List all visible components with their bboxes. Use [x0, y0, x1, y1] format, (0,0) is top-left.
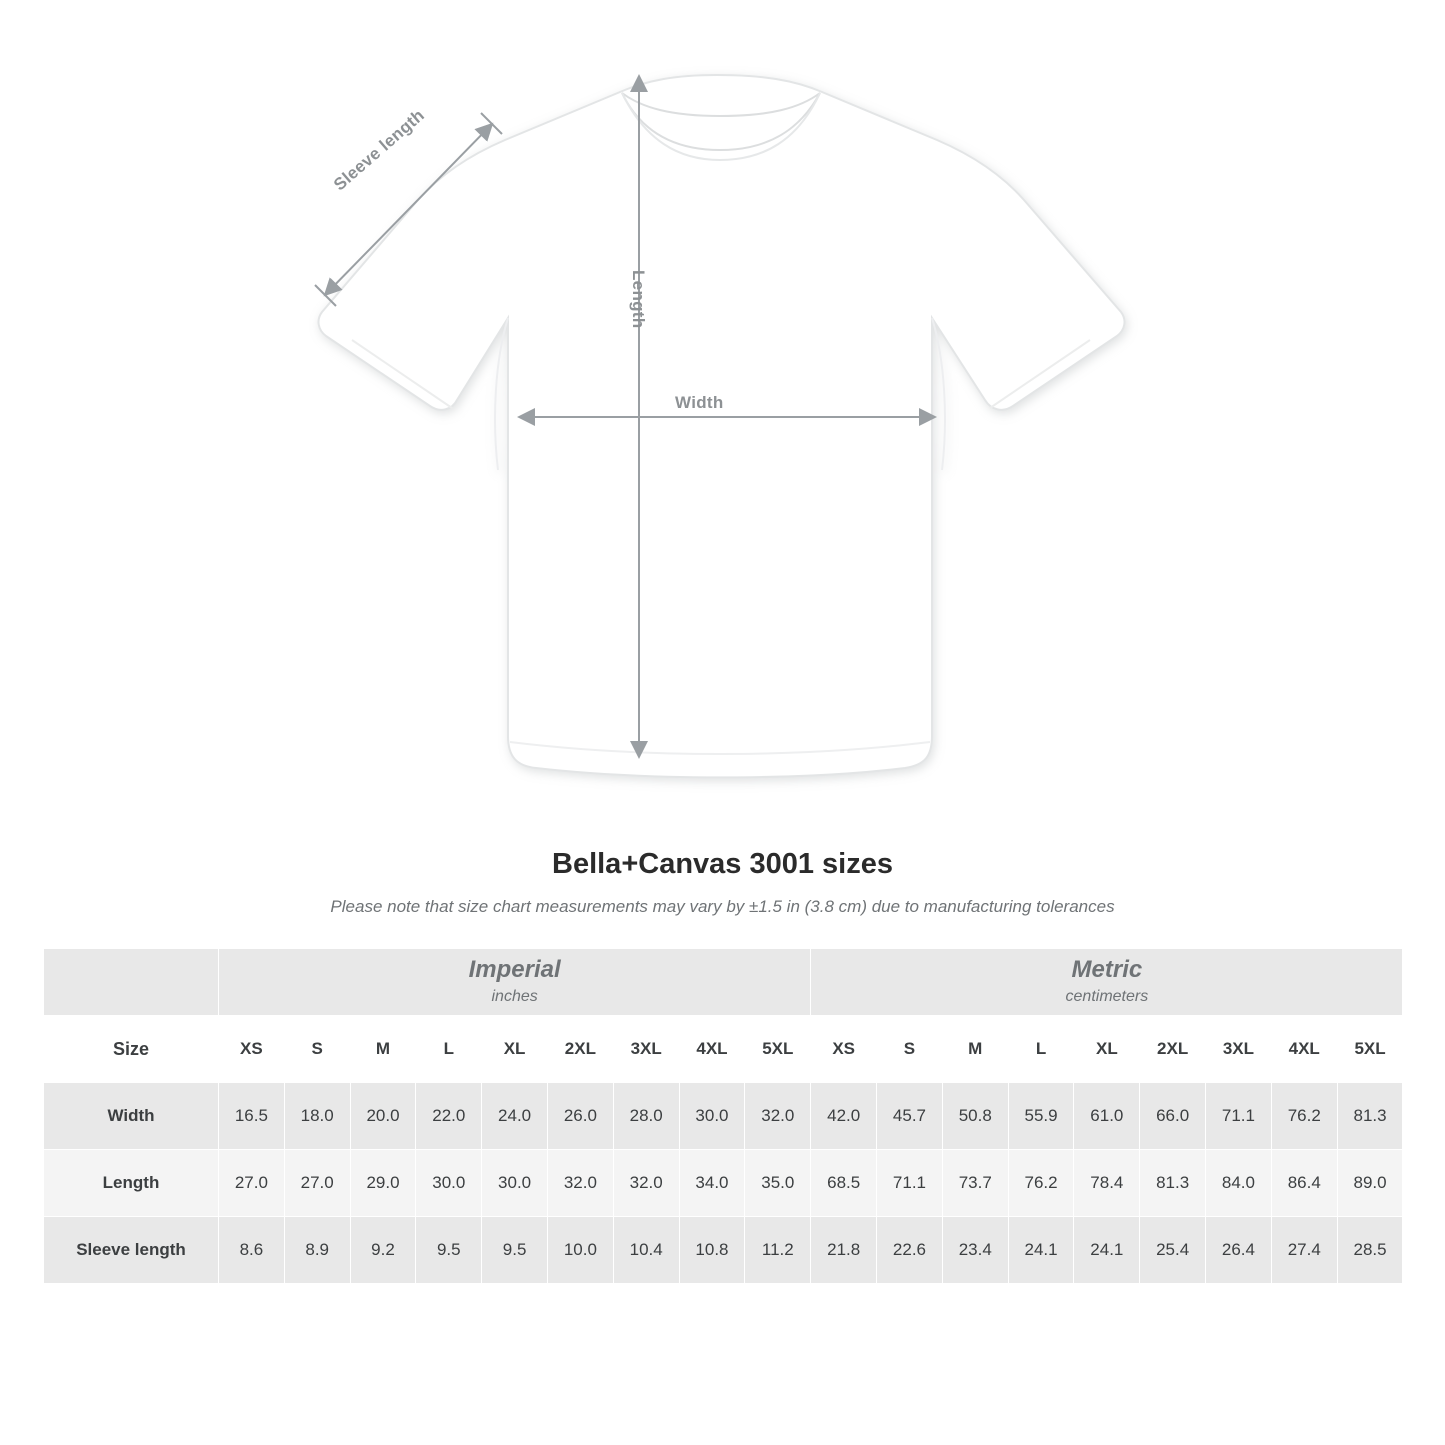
column-header-m-imp: M [350, 1016, 416, 1083]
cell-length-16: 86.4 [1271, 1150, 1337, 1217]
cell-sleeve-16: 27.4 [1271, 1217, 1337, 1284]
cell-width-10: 45.7 [877, 1083, 943, 1150]
column-header-m-met: M [942, 1016, 1008, 1083]
unit-imperial-sub: inches [491, 988, 538, 1005]
cell-width-6: 28.0 [613, 1083, 679, 1150]
size-table [43, 948, 1403, 1284]
cell-length-15: 84.0 [1206, 1150, 1272, 1217]
column-header-3xl-met: 3XL [1206, 1016, 1272, 1083]
cell-length-6: 32.0 [613, 1150, 679, 1217]
cell-sleeve-17: 28.5 [1337, 1217, 1403, 1284]
table-row [44, 1217, 1403, 1284]
column-header-4xl-met: 4XL [1271, 1016, 1337, 1083]
cell-sleeve-5: 10.0 [547, 1217, 613, 1284]
title-block [0, 848, 1445, 917]
tolerance-note: Please note that size chart measurements may vary by ±1.5 in (3.8 cm) due to manufacturing tolerances [330, 897, 1115, 916]
cell-sleeve-12: 24.1 [1008, 1217, 1074, 1284]
cell-width-9: 42.0 [811, 1083, 877, 1150]
cell-length-5: 32.0 [547, 1150, 613, 1217]
tshirt-shape [319, 75, 1125, 777]
unit-head-spacer [44, 949, 219, 1016]
cell-sleeve-3: 9.5 [416, 1217, 482, 1284]
cell-width-1: 18.0 [284, 1083, 350, 1150]
cell-width-13: 61.0 [1074, 1083, 1140, 1150]
cell-sleeve-15: 26.4 [1206, 1217, 1272, 1284]
cell-sleeve-13: 24.1 [1074, 1217, 1140, 1284]
cell-width-12: 55.9 [1008, 1083, 1074, 1150]
size-table-wrapper [43, 948, 1402, 1284]
cell-length-10: 71.1 [877, 1150, 943, 1217]
width-label: Width [675, 393, 724, 412]
unit-imperial-name: Imperial [468, 956, 561, 983]
cell-width-5: 26.0 [547, 1083, 613, 1150]
column-header-s-met: S [877, 1016, 943, 1083]
cell-width-17: 81.3 [1337, 1083, 1403, 1150]
cell-length-17: 89.0 [1337, 1150, 1403, 1217]
cell-width-7: 30.0 [679, 1083, 745, 1150]
cell-length-11: 73.7 [942, 1150, 1008, 1217]
unit-group-imperial [219, 949, 811, 1016]
row-label-sleeve-length: Sleeve length [44, 1217, 219, 1284]
cell-width-16: 76.2 [1271, 1083, 1337, 1150]
cell-sleeve-8: 11.2 [745, 1217, 811, 1284]
cell-sleeve-6: 10.4 [613, 1217, 679, 1284]
cell-length-1: 27.0 [284, 1150, 350, 1217]
column-header-s-imp: S [284, 1016, 350, 1083]
column-header-xs-met: XS [811, 1016, 877, 1083]
cell-sleeve-10: 22.6 [877, 1217, 943, 1284]
cell-sleeve-14: 25.4 [1140, 1217, 1206, 1284]
column-header-l-met: L [1008, 1016, 1074, 1083]
unit-metric-sub: centimeters [1065, 988, 1149, 1005]
cell-width-14: 66.0 [1140, 1083, 1206, 1150]
sleeve-length-label: Sleeve length [330, 105, 429, 195]
cell-length-13: 78.4 [1074, 1150, 1140, 1217]
table-row [44, 1150, 1403, 1217]
unit-metric-name: Metric [1071, 956, 1143, 983]
cell-sleeve-11: 23.4 [942, 1217, 1008, 1284]
cell-sleeve-4: 9.5 [482, 1217, 548, 1284]
cell-length-3: 30.0 [416, 1150, 482, 1217]
table-header-row [44, 1016, 1403, 1083]
unit-group-metric [811, 949, 1403, 1016]
cell-length-8: 35.0 [745, 1150, 811, 1217]
column-header-5xl-imp: 5XL [745, 1016, 811, 1083]
column-header-5xl-met: 5XL [1337, 1016, 1403, 1083]
column-header-size: Size [44, 1016, 219, 1083]
page-title: Bella+Canvas 3001 sizes [552, 848, 893, 880]
cell-width-15: 71.1 [1206, 1083, 1272, 1150]
cell-width-2: 20.0 [350, 1083, 416, 1150]
cell-sleeve-0: 8.6 [219, 1217, 285, 1284]
column-header-2xl-imp: 2XL [547, 1016, 613, 1083]
column-header-xs-imp: XS [219, 1016, 285, 1083]
cell-length-7: 34.0 [679, 1150, 745, 1217]
row-label-length: Length [44, 1150, 219, 1217]
cell-length-9: 68.5 [811, 1150, 877, 1217]
column-header-3xl-imp: 3XL [613, 1016, 679, 1083]
column-header-4xl-imp: 4XL [679, 1016, 745, 1083]
column-header-l-imp: L [416, 1016, 482, 1083]
cell-length-12: 76.2 [1008, 1150, 1074, 1217]
column-header-2xl-met: 2XL [1140, 1016, 1206, 1083]
cell-sleeve-9: 21.8 [811, 1217, 877, 1284]
row-label-width: Width [44, 1083, 219, 1150]
cell-sleeve-2: 9.2 [350, 1217, 416, 1284]
cell-sleeve-7: 10.8 [679, 1217, 745, 1284]
cell-length-2: 29.0 [350, 1150, 416, 1217]
cell-sleeve-1: 8.9 [284, 1217, 350, 1284]
cell-length-4: 30.0 [482, 1150, 548, 1217]
cell-width-3: 22.0 [416, 1083, 482, 1150]
column-header-xl-met: XL [1074, 1016, 1140, 1083]
cell-length-14: 81.3 [1140, 1150, 1206, 1217]
unit-group-row [44, 949, 1403, 1016]
cell-width-0: 16.5 [219, 1083, 285, 1150]
cell-length-0: 27.0 [219, 1150, 285, 1217]
cell-width-8: 32.0 [745, 1083, 811, 1150]
table-row [44, 1083, 1403, 1150]
cell-width-4: 24.0 [482, 1083, 548, 1150]
cell-width-11: 50.8 [942, 1083, 1008, 1150]
length-label: Length [629, 270, 648, 329]
column-header-xl-imp: XL [482, 1016, 548, 1083]
